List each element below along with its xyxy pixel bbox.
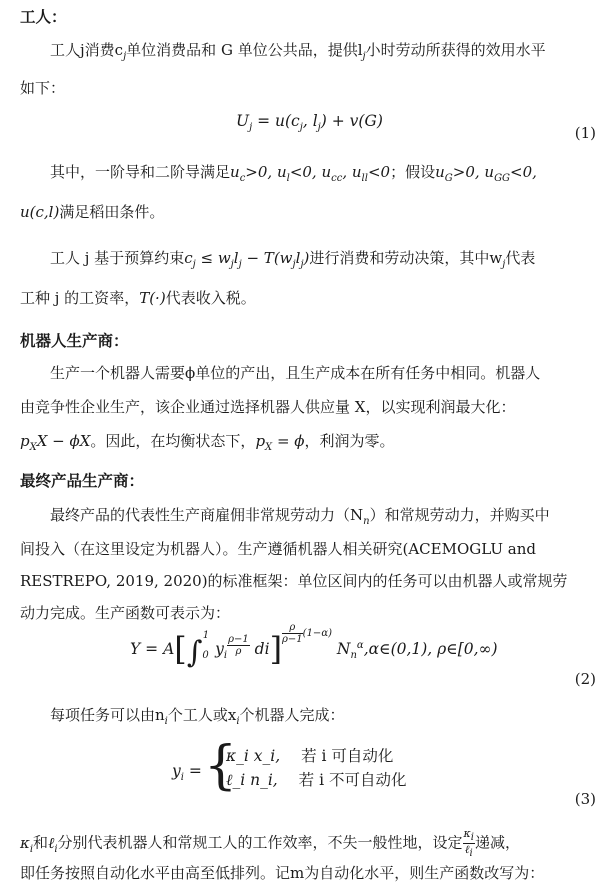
equation-1-number: (1) [574, 124, 596, 142]
equation-1: $U_j = u(c_j$, $l_j) + v(G)$ [236, 112, 383, 134]
equation-2: $Y = A[\int_0^1y_i$ $^{\frac{\rho-1}{\rho}}$ di] $^{\frac{\rho}{\rho-1} (1-\alpha)}$ $N_n^\alpha,\alpha\in(0,1)$, ρ∈[0,∞) [130, 621, 498, 670]
robot-line3: $p_XX - \phi X$。因此，在均衡状态下，$p_X = \phi$，利润为零。 [20, 432, 395, 453]
equation-3-case2: ℓ_i n_i, 若 i 不可自动化 [226, 771, 407, 789]
equation-3-brace: { [204, 736, 238, 796]
final-efficiency-line: $\kappa_i$和ℓ$_i$分别代表机器人和常规工人的工作效率，不失一般性地，设定 $\frac{\kappa_i}{\ell_i}$ 递减， [20, 827, 520, 860]
equation-3-case1: κ_i x_i, 若 i 可自动化 [226, 747, 394, 765]
robot-line2: 由竞争性企业生产，该企业通过选择机器人供应量 X，以实现利润最大化： [20, 398, 516, 416]
final-line2: 间投入（在这里设定为机器人）。生产遵循机器人相关研究(ACEMOGLU and [20, 540, 537, 558]
workers-conditions-line: 其中，一阶导和二阶导满足$u_c>0$, $u_l<0$, $u_{cc}$, $u_{ll}<0$；假设$u_G>0$, $u_{GG}<0$, [50, 163, 537, 184]
section-heading-final: 最终产品生产商： [20, 472, 145, 490]
final-task-line: 每项任务可以由$n_i$个工人或$x_i$个机器人完成： [50, 706, 345, 727]
workers-budget-line2: 工种 j 的工资率，T(·)代表收入税。 [20, 289, 256, 307]
equation-3-number: (3) [574, 790, 596, 808]
section-heading-robot: 机器人生产商： [20, 332, 129, 350]
final-line4: 动力完成。生产函数可表示为： [20, 604, 231, 622]
workers-intro-line1: 工人j消费$c_j$单位消费品和 G 单位公共品，提供$l_j$小时劳动所获得的效用水平 [50, 41, 546, 62]
section-heading-workers: 工人： [20, 8, 67, 26]
workers-intro-line2: 如下： [20, 79, 66, 97]
workers-budget-line1: 工人 j 基于预算约束$c_j \le w_jl_j - T(w_jl_j)$进行消费和劳动决策，其中$w_j$代表 [50, 249, 536, 270]
workers-inada-line: u(c,l)满足稻田条件。 [20, 203, 165, 221]
equation-3-lhs: $y_i$ = [172, 762, 202, 784]
final-line1: 最终产品的代表性生产商雇佣非常规劳动力$(N_n)$和常规劳动力，并购买中 [50, 506, 550, 527]
final-line3: RESTREPO, 2019, 2020)的标准框架：单位区间内的任务可以由机器人或常规劳 [20, 572, 568, 590]
final-last-line: 即任务按照自动化水平由高至低排列。记m为自动化水平，则生产函数改写为： [20, 864, 545, 882]
equation-2-number: (2) [574, 670, 596, 688]
robot-line1: 生产一个机器人需要ϕ单位的产出，且生产成本在所有任务中相同。机器人 [50, 364, 541, 382]
